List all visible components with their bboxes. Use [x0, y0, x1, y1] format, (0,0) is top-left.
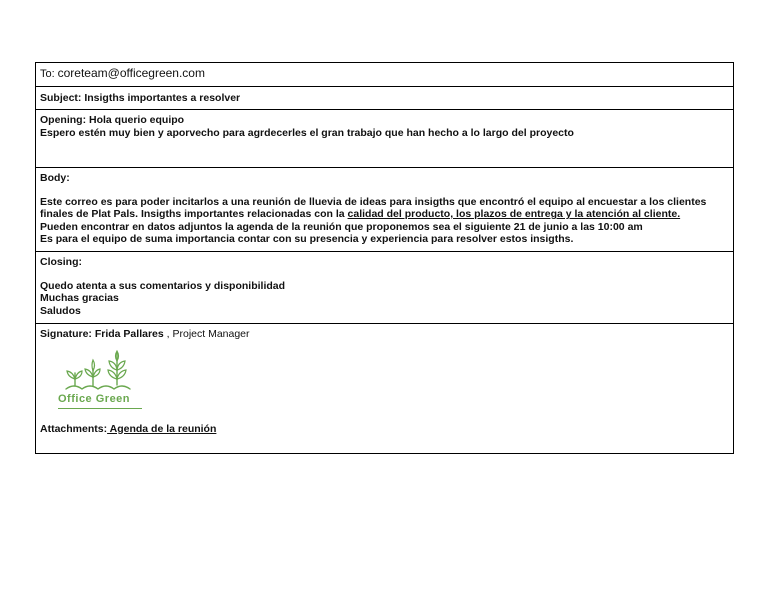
signature-role: , Project Manager — [166, 328, 250, 340]
attachments-label: Attachments: — [40, 422, 108, 435]
subject-text: Insigths importantes a resolver — [84, 92, 241, 104]
opening-line: Espero estén muy bien y aporvecho para agrdecerles el gran trabajo que han hecho a lo largo del proyecto — [40, 126, 574, 139]
attachment-link[interactable]: Agenda de la reunión — [107, 422, 217, 435]
opening-row — [36, 110, 733, 168]
to-row — [36, 63, 733, 87]
signature-row — [36, 324, 733, 453]
closing-row — [36, 252, 733, 324]
attachments-line — [40, 423, 729, 436]
body-line-4: Es para el equipo de suma importancia contar con su presencia y experiencia para resolver estos insigths. — [40, 233, 574, 245]
to-address[interactable]: coreteam@officegreen.com — [57, 66, 205, 80]
opening-greeting: Hola querio equipo — [89, 114, 185, 126]
body-highlight-link[interactable]: calidad del producto, los plazos de entrega y la atención al cliente. — [347, 208, 681, 220]
sprout-logo-icon — [56, 349, 146, 393]
closing-line-1: Quedo atenta a sus comentarios y disponibilidad — [40, 279, 286, 292]
opening-label: Opening: — [40, 114, 87, 126]
signature-label: Signature: — [40, 328, 92, 340]
logo-underline — [58, 408, 142, 409]
subject-row — [36, 87, 733, 110]
closing-label: Closing: — [40, 256, 82, 268]
subject-label: Subject: — [40, 92, 82, 104]
body-line-2: finales de Plat Pals. Insigths importantes relacionadas con la — [40, 208, 345, 220]
closing-line-3: Saludos — [40, 304, 81, 317]
office-green-logo — [56, 349, 146, 411]
signature-name: Frida Pallares — [94, 328, 164, 340]
email-template — [35, 62, 734, 454]
body-label: Body: — [40, 172, 70, 184]
closing-line-2: Muchas gracias — [40, 292, 119, 304]
logo-text: Office Green — [58, 392, 131, 405]
body-line-3: Pueden encontrar en datos adjuntos la agenda de la reunión que proponemos sea el siguiente 21 de junio a las 10:00 am — [40, 220, 643, 233]
to-label: To: — [40, 68, 55, 80]
body-row — [36, 168, 733, 252]
body-line-1: Este correo es para poder incitarlos a una reunión de lluevia de ideas para insigths que encontró el equipo al encuestar a los clientes — [40, 195, 707, 208]
